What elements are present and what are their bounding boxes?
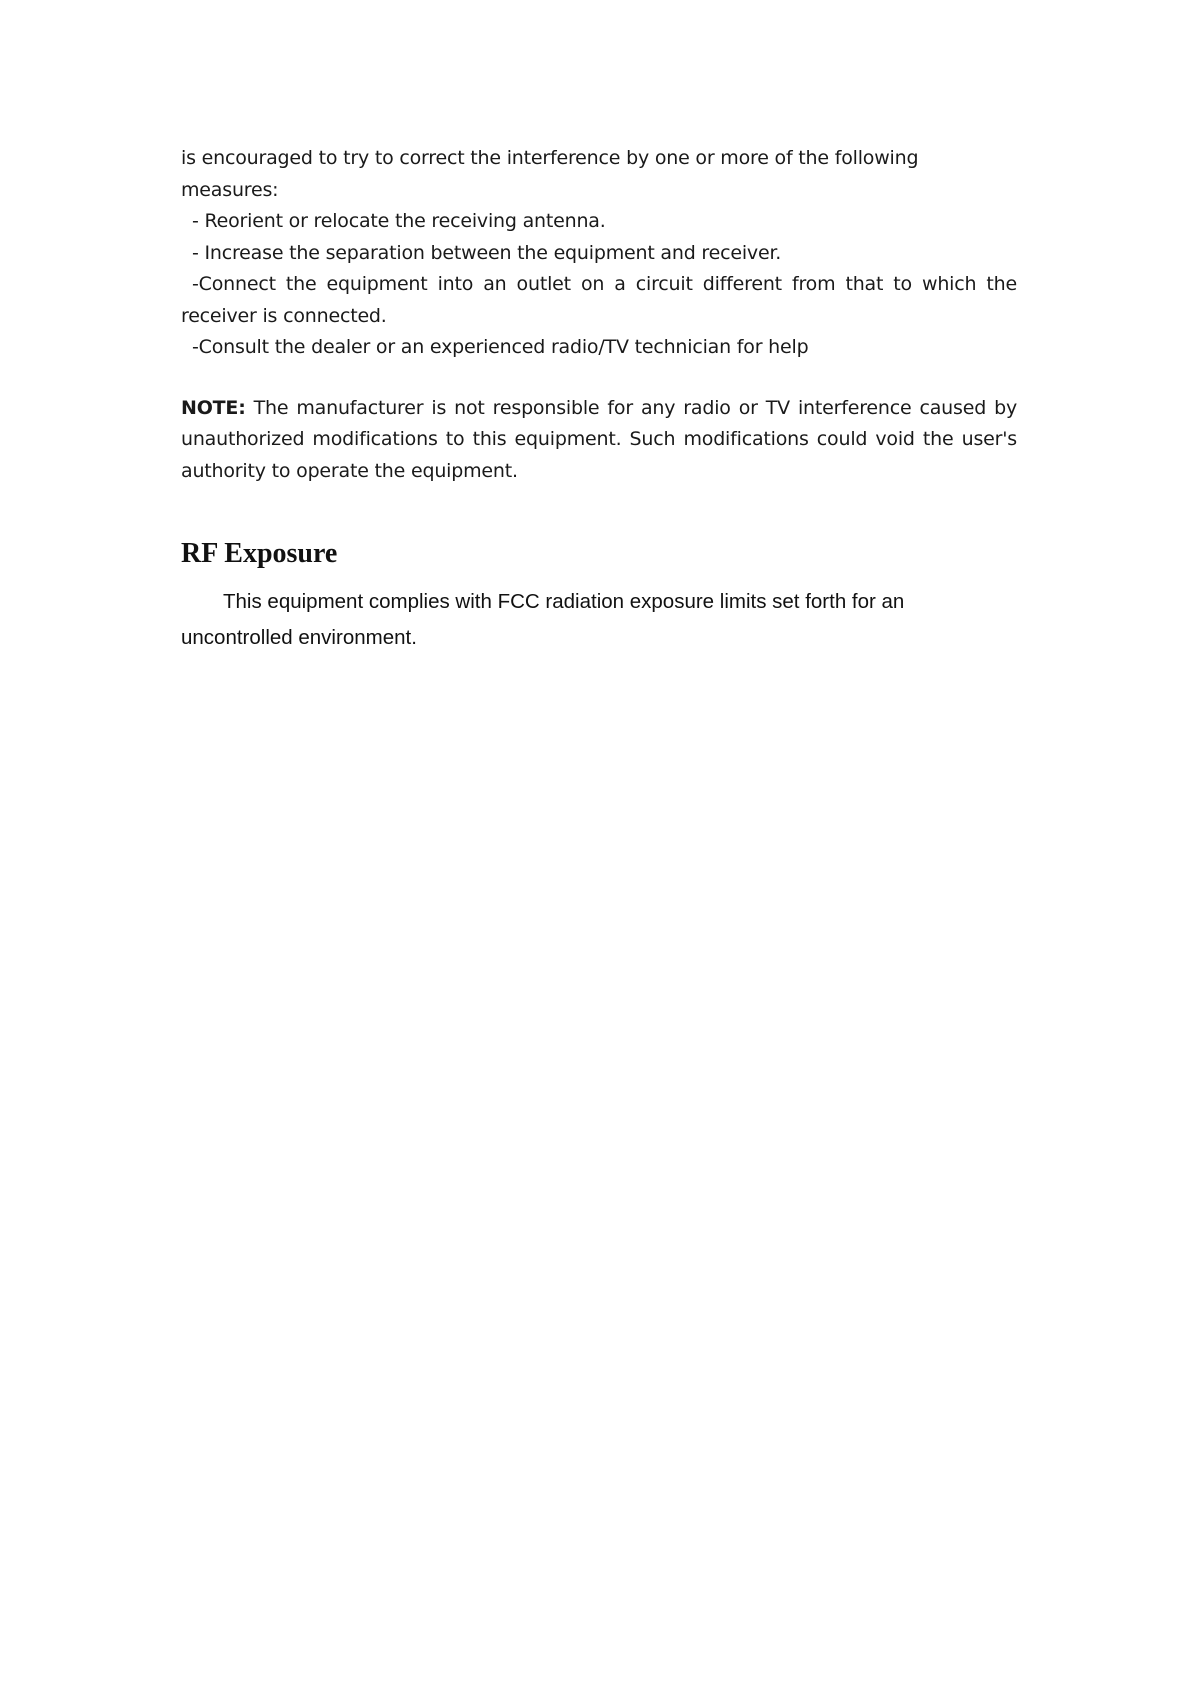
rf-exposure-paragraph: [181, 584, 1017, 656]
intro-paragraph: is encouraged to try to correct the interference by one or more of the following measures:: [181, 147, 919, 201]
measure-separation: - Increase the separation between the equipment and receiver.: [192, 241, 782, 264]
note-label: NOTE:: [181, 396, 246, 419]
measure-outlet-text: -Connect the equipment into an outlet on a circuit different from that to which the receiver is connected.: [181, 273, 1017, 327]
rf-exposure-text: This equipment complies with FCC radiation exposure limits set forth for an uncontrolled environment.: [181, 590, 905, 649]
document-page: [181, 143, 1017, 656]
rf-exposure-heading: RF Exposure: [181, 538, 338, 569]
measure-consult: -Consult the dealer or an experienced radio/TV technician for help: [192, 336, 809, 358]
note-text: The manufacturer is not responsible for any radio or TV interference caused by unauthorized modifications to this equipment. Such modifications could void the user's authority to operate the equipment.: [181, 396, 1017, 482]
note-paragraph: [181, 393, 1017, 488]
measure-outlet: [181, 269, 1017, 332]
measure-reorient: - Reorient or relocate the receiving antenna.: [192, 210, 606, 232]
